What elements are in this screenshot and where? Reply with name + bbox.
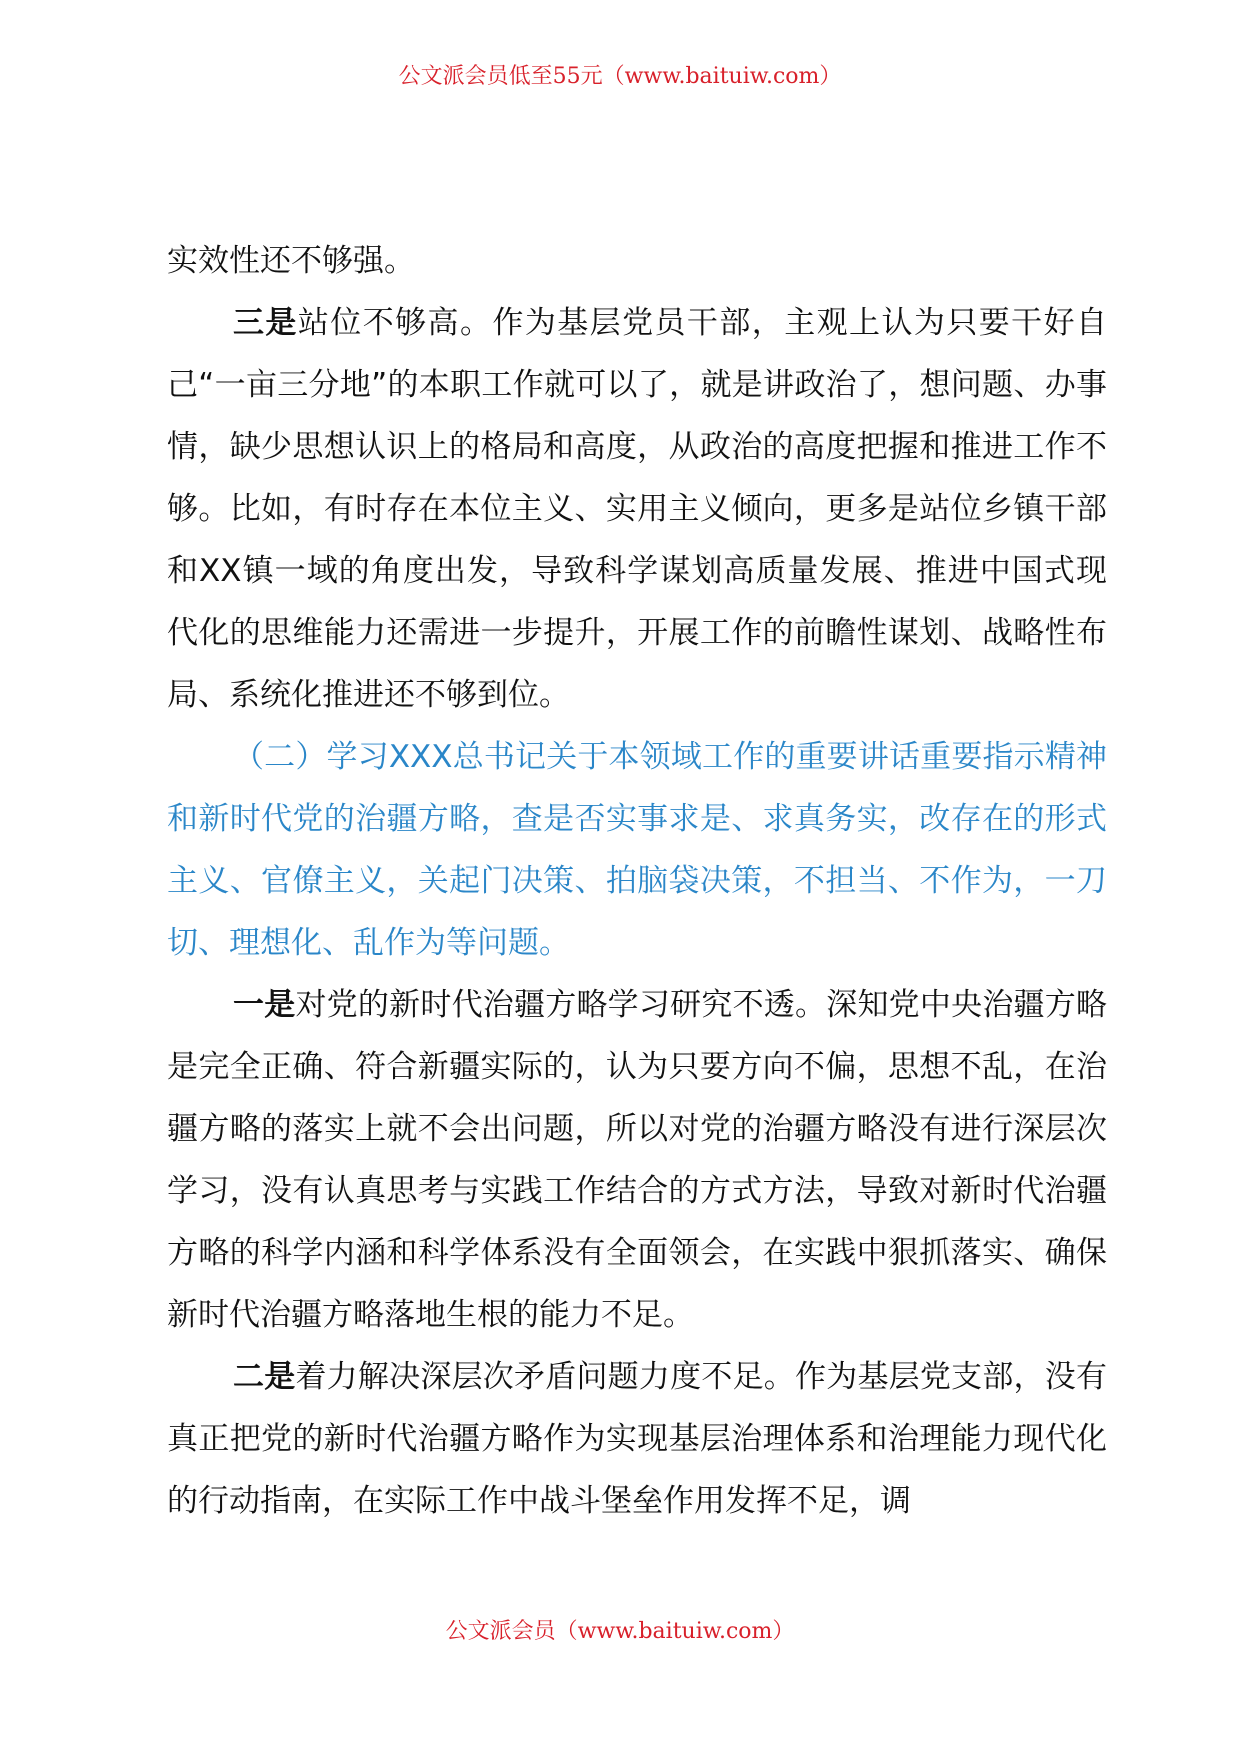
paragraph-lead: 二是 [233, 1359, 296, 1395]
paragraph-lead: 一是 [233, 987, 296, 1023]
paragraph-text: 实效性还不够强。 [167, 243, 415, 279]
paragraph-text: 着力解决深层次矛盾问题力度不足。作为基层党支部，没有真正把党的新时代治疆方略作为实现基层治理体系和治理能力现代化的行动指南，在实际工作中战斗堡垒作用发挥不足，调 [167, 1359, 1108, 1519]
paragraph-point-three [167, 292, 1107, 726]
page-footer: 公文派会员（www.baituiw.com） [445, 1619, 795, 1644]
section-heading [167, 726, 1107, 974]
paragraph-lead: 三是 [233, 305, 298, 341]
paragraph-point-one [167, 974, 1107, 1346]
paragraph-point-two [167, 1346, 1107, 1532]
document-body [167, 230, 1107, 1532]
paragraph-continuation [167, 230, 1107, 292]
page-header: 公文派会员低至55元（www.baituiw.com） [398, 64, 842, 89]
section-heading-text: （二）学习XXX总书记关于本领域工作的重要讲话重要指示精神和新时代党的治疆方略，查是否实事求是、求真务实，改存在的形式主义、官僚主义，关起门决策、拍脑袋决策，不担当、不作为，一刀切、理想化、乱作为等问题。 [167, 739, 1107, 961]
paragraph-text: 站位不够高。作为基层党员干部，主观上认为只要干好自己“一亩三分地”的本职工作就可以了，就是讲政治了，想问题、办事情，缺少思想认识上的格局和高度，从政治的高度把握和推进工作不够。比如，有时存在本位主义、实用主义倾向，更多是站位乡镇干部和XX镇一域的角度出发，导致科学谋划高质量发展、推进中国式现代化的思维能力还需进一步提升，开展工作的前瞻性谋划、战略性布局、系统化推进还不够到位。 [167, 305, 1108, 713]
paragraph-text: 对党的新时代治疆方略学习研究不透。深知党中央治疆方略是完全正确、符合新疆实际的，认为只要方向不偏，思想不乱，在治疆方略的落实上就不会出问题，所以对党的治疆方略没有进行深层次学习，没有认真思考与实践工作结合的方式方法，导致对新时代治疆方略的科学内涵和科学体系没有全面领会，在实践中狠抓落实、确保新时代治疆方略落地生根的能力不足。 [167, 987, 1108, 1333]
